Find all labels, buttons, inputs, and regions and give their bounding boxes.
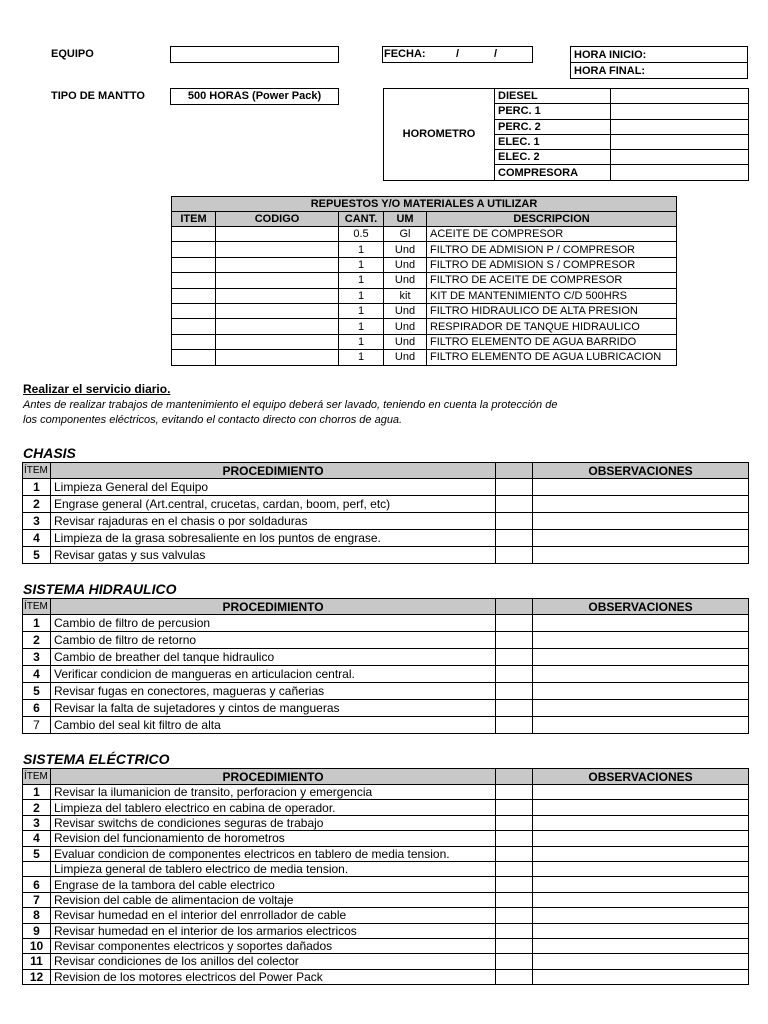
um-cell: Und (384, 242, 427, 257)
observation-cell[interactable] (533, 615, 749, 632)
col-check (496, 599, 533, 615)
procedure-text: Revisar humedad en el interior del enrrollador de cable (51, 908, 496, 923)
table-row (172, 319, 677, 334)
observation-cell[interactable] (533, 938, 749, 953)
observation-cell[interactable] (533, 815, 749, 830)
procedure-text: Engrase general (Art.central, crucetas, cardan, boom, perf, etc) (51, 496, 496, 513)
fecha-separator: / (456, 48, 460, 60)
table-row (23, 513, 749, 530)
col-codigo: CODIGO (216, 212, 339, 227)
item-number: 12 (23, 969, 51, 984)
col-observaciones: OBSERVACIONES (533, 599, 749, 615)
procedure-text: Limpieza general de tablero electrico de media tension. (51, 861, 496, 876)
observation-cell[interactable] (533, 683, 749, 700)
item-cell[interactable] (172, 319, 216, 334)
item-cell[interactable] (172, 288, 216, 303)
observation-cell[interactable] (533, 877, 749, 892)
table-row (23, 908, 749, 923)
observation-cell[interactable] (533, 547, 749, 564)
observation-cell[interactable] (533, 632, 749, 649)
item-cell[interactable] (172, 334, 216, 349)
intro-title: Realizar el servicio diario. (23, 382, 171, 396)
hora-inicio-field[interactable] (571, 47, 748, 63)
item-number: 1 (23, 479, 51, 496)
check-cell[interactable] (496, 923, 533, 938)
codigo-cell[interactable] (216, 350, 339, 365)
col-cant: CANT. (339, 212, 384, 227)
item-number: 3 (23, 815, 51, 830)
codigo-cell[interactable] (216, 242, 339, 257)
col-procedimiento: PROCEDIMIENTO (51, 769, 496, 785)
um-cell: Und (384, 303, 427, 318)
cant-cell: 1 (339, 319, 384, 334)
section-title-chasis: CHASIS (23, 445, 76, 461)
item-number (23, 861, 51, 876)
col-procedimiento: PROCEDIMIENTO (51, 463, 496, 479)
descripcion-cell: FILTRO DE ACEITE DE COMPRESOR (427, 273, 677, 288)
codigo-cell[interactable] (216, 303, 339, 318)
check-cell[interactable] (496, 785, 533, 800)
table-row (172, 303, 677, 318)
procedure-text: Revisar humedad en el interior de los armarios electricos (51, 923, 496, 938)
observation-cell[interactable] (533, 969, 749, 984)
check-cell[interactable] (496, 513, 533, 530)
observation-cell[interactable] (533, 831, 749, 846)
horometro-value[interactable] (611, 89, 749, 104)
table-row (172, 242, 677, 257)
item-number: 2 (23, 632, 51, 649)
table-row (23, 785, 749, 800)
descripcion-cell: KIT DE MANTENIMIENTO C/D 500HRS (427, 288, 677, 303)
observation-cell[interactable] (533, 923, 749, 938)
item-number: 8 (23, 908, 51, 923)
cant-cell: 1 (339, 288, 384, 303)
procedure-text: Revisar la falta de sujetadores y cintos de mangueras (51, 700, 496, 717)
um-cell: Gl (384, 227, 427, 242)
hora-final-field[interactable] (571, 63, 748, 79)
horometro-label: HOROMETRO (384, 89, 495, 181)
procedure-text: Revision de los motores electricos del Power Pack (51, 969, 496, 984)
um-cell: Und (384, 334, 427, 349)
item-number: 7 (23, 717, 51, 734)
fecha-field[interactable] (382, 46, 533, 63)
observation-cell[interactable] (533, 666, 749, 683)
table-row (23, 877, 749, 892)
item-number: 4 (23, 530, 51, 547)
procedure-text: Verificar condicion de mangueras en articulacion central. (51, 666, 496, 683)
descripcion-cell: ACEITE DE COMPRESOR (427, 227, 677, 242)
check-cell[interactable] (496, 632, 533, 649)
table-row (172, 334, 677, 349)
tipo-mantto-label: TIPO DE MANTTO (51, 90, 145, 102)
check-cell[interactable] (496, 615, 533, 632)
procedure-text: Engrase de la tambora del cable electrico (51, 877, 496, 892)
procedure-text: Cambio del seal kit filtro de alta (51, 717, 496, 734)
table-row (23, 969, 749, 984)
procedure-text: Limpieza General del Equipo (51, 479, 496, 496)
horometro-row-label: PERC. 1 (495, 104, 611, 119)
item-number: 6 (23, 700, 51, 717)
item-number: 3 (23, 649, 51, 666)
table-row (23, 938, 749, 953)
item-cell[interactable] (172, 350, 216, 365)
procedure-text: Limpieza de la grasa sobresaliente en los puntos de engrase. (51, 530, 496, 547)
table-row (23, 700, 749, 717)
hora-final-label: HORA FINAL: (574, 64, 646, 77)
hora-inicio-label: HORA INICIO: (574, 48, 647, 61)
item-number: 7 (23, 892, 51, 907)
check-cell[interactable] (496, 530, 533, 547)
cant-cell: 1 (339, 242, 384, 257)
horometro-value[interactable] (611, 119, 749, 134)
col-item: ÍTEM (23, 463, 51, 479)
check-cell[interactable] (496, 861, 533, 876)
check-cell[interactable] (496, 892, 533, 907)
observation-cell[interactable] (533, 513, 749, 530)
um-cell: Und (384, 350, 427, 365)
procedure-text: Revisar condiciones de los anillos del colector (51, 954, 496, 969)
observation-cell[interactable] (533, 785, 749, 800)
hidraulico-table (22, 598, 749, 734)
check-cell[interactable] (496, 800, 533, 815)
horometro-row-label: PERC. 2 (495, 119, 611, 134)
table-row (23, 831, 749, 846)
col-procedimiento: PROCEDIMIENTO (51, 599, 496, 615)
um-cell: Und (384, 319, 427, 334)
col-item: ÍTEM (23, 599, 51, 615)
check-cell[interactable] (496, 877, 533, 892)
item-number: 11 (23, 954, 51, 969)
codigo-cell[interactable] (216, 334, 339, 349)
observation-cell[interactable] (533, 954, 749, 969)
table-row (23, 666, 749, 683)
horometro-table (383, 88, 749, 181)
parts-title: REPUESTOS Y/O MATERIALES A UTILIZAR (172, 197, 677, 212)
codigo-cell[interactable] (216, 319, 339, 334)
intro-line: Antes de realizar trabajos de mantenimiento el equipo deberá ser lavado, teniendo en cuenta la protección de (23, 399, 558, 411)
table-row (23, 615, 749, 632)
item-number: 3 (23, 513, 51, 530)
descripcion-cell: FILTRO DE ADMISION S / COMPRESOR (427, 257, 677, 272)
procedure-text: Revisar switchs de condiciones seguras de trabajo (51, 815, 496, 830)
table-row (172, 288, 677, 303)
item-number: 10 (23, 938, 51, 953)
fecha-separator: / (494, 48, 498, 60)
parts-table (171, 196, 677, 366)
check-cell[interactable] (496, 908, 533, 923)
col-check (496, 769, 533, 785)
observation-cell[interactable] (533, 908, 749, 923)
tipo-mantto-value: 500 HORAS (Power Pack) (170, 88, 339, 105)
table-row (23, 861, 749, 876)
um-cell: kit (384, 288, 427, 303)
item-number: 5 (23, 683, 51, 700)
descripcion-cell: FILTRO HIDRAULICO DE ALTA PRESION (427, 303, 677, 318)
table-row (172, 257, 677, 272)
procedure-text: Limpieza del tablero electrico en cabina de operador. (51, 800, 496, 815)
observation-cell[interactable] (533, 892, 749, 907)
col-um: UM (384, 212, 427, 227)
procedure-text: Cambio de filtro de percusion (51, 615, 496, 632)
table-row (23, 547, 749, 564)
table-row (23, 815, 749, 830)
col-observaciones: OBSERVACIONES (533, 463, 749, 479)
check-cell[interactable] (496, 700, 533, 717)
check-cell[interactable] (496, 815, 533, 830)
fecha-label: FECHA: (384, 48, 426, 60)
item-number: 5 (23, 547, 51, 564)
procedure-text: Revision del cable de alimentacion de voltaje (51, 892, 496, 907)
horometro-row-label: ELEC. 1 (495, 134, 611, 149)
cant-cell: 0.5 (339, 227, 384, 242)
observation-cell[interactable] (533, 530, 749, 547)
item-cell[interactable] (172, 227, 216, 242)
procedure-text: Evaluar condicion de componentes electricos en tablero de media tension. (51, 846, 496, 861)
table-row (23, 632, 749, 649)
descripcion-cell: RESPIRADOR DE TANQUE HIDRAULICO (427, 319, 677, 334)
horometro-value[interactable] (611, 104, 749, 119)
table-row (23, 846, 749, 861)
cant-cell: 1 (339, 303, 384, 318)
descripcion-cell: FILTRO ELEMENTO DE AGUA BARRIDO (427, 334, 677, 349)
item-cell[interactable] (172, 242, 216, 257)
observation-cell[interactable] (533, 846, 749, 861)
table-row (23, 479, 749, 496)
check-cell[interactable] (496, 846, 533, 861)
horometro-value[interactable] (611, 165, 749, 180)
table-row (23, 892, 749, 907)
check-cell[interactable] (496, 547, 533, 564)
horometro-row-label: COMPRESORA (495, 165, 611, 180)
codigo-cell[interactable] (216, 273, 339, 288)
item-number: 2 (23, 496, 51, 513)
item-number: 4 (23, 666, 51, 683)
table-row (23, 530, 749, 547)
check-cell[interactable] (496, 649, 533, 666)
procedure-text: Revision del funcionamiento de horometros (51, 831, 496, 846)
cant-cell: 1 (339, 257, 384, 272)
check-cell[interactable] (496, 831, 533, 846)
check-cell[interactable] (496, 717, 533, 734)
equipo-field[interactable] (170, 46, 339, 63)
check-cell[interactable] (496, 666, 533, 683)
codigo-cell[interactable] (216, 288, 339, 303)
item-cell[interactable] (172, 303, 216, 318)
table-row (172, 227, 677, 242)
horometro-row-label: ELEC. 2 (495, 150, 611, 165)
hora-table (570, 46, 748, 79)
descripcion-cell: FILTRO DE ADMISION P / COMPRESOR (427, 242, 677, 257)
table-row (172, 350, 677, 365)
col-descripcion: DESCRIPCION (427, 212, 677, 227)
um-cell: Und (384, 273, 427, 288)
item-number: 1 (23, 785, 51, 800)
procedure-text: Revisar la ilumanicion de transito, perforacion y emergencia (51, 785, 496, 800)
check-cell[interactable] (496, 479, 533, 496)
procedure-text: Revisar gatas y sus valvulas (51, 547, 496, 564)
codigo-cell[interactable] (216, 227, 339, 242)
col-check (496, 463, 533, 479)
table-row (23, 649, 749, 666)
observation-cell[interactable] (533, 479, 749, 496)
item-number: 1 (23, 615, 51, 632)
codigo-cell[interactable] (216, 257, 339, 272)
table-row (23, 717, 749, 734)
electrico-table (22, 768, 749, 985)
observation-cell[interactable] (533, 496, 749, 513)
procedure-text: Cambio de filtro de retorno (51, 632, 496, 649)
col-item: ITEM (172, 212, 216, 227)
table-row (23, 683, 749, 700)
um-cell: Und (384, 257, 427, 272)
observation-cell[interactable] (533, 861, 749, 876)
descripcion-cell: FILTRO ELEMENTO DE AGUA LUBRICACION (427, 350, 677, 365)
item-cell[interactable] (172, 273, 216, 288)
item-number: 9 (23, 923, 51, 938)
item-number: 5 (23, 846, 51, 861)
cant-cell: 1 (339, 273, 384, 288)
cant-cell: 1 (339, 350, 384, 365)
intro-line: los componentes eléctricos, evitando el contacto directo con chorros de agua. (23, 414, 403, 426)
observation-cell[interactable] (533, 700, 749, 717)
horometro-value[interactable] (611, 134, 749, 149)
observation-cell[interactable] (533, 717, 749, 734)
table-row (23, 923, 749, 938)
table-row (23, 496, 749, 513)
check-cell[interactable] (496, 954, 533, 969)
section-title-hidraulico: SISTEMA HIDRAULICO (23, 581, 177, 597)
check-cell[interactable] (496, 969, 533, 984)
chasis-table (22, 462, 749, 564)
item-number: 2 (23, 800, 51, 815)
check-cell[interactable] (496, 938, 533, 953)
horometro-row-label: DIESEL (495, 89, 611, 104)
horometro-value[interactable] (611, 150, 749, 165)
item-number: 6 (23, 877, 51, 892)
table-row (23, 800, 749, 815)
check-cell[interactable] (496, 683, 533, 700)
item-number: 4 (23, 831, 51, 846)
observation-cell[interactable] (533, 649, 749, 666)
item-cell[interactable] (172, 257, 216, 272)
col-observaciones: OBSERVACIONES (533, 769, 749, 785)
cant-cell: 1 (339, 334, 384, 349)
section-title-electrico: SISTEMA ELÉCTRICO (23, 751, 170, 767)
procedure-text: Cambio de breather del tanque hidraulico (51, 649, 496, 666)
equipo-label: EQUIPO (51, 48, 94, 60)
procedure-text: Revisar componentes electricos y soportes dañados (51, 938, 496, 953)
observation-cell[interactable] (533, 800, 749, 815)
procedure-text: Revisar rajaduras en el chasis o por soldaduras (51, 513, 496, 530)
table-row (23, 954, 749, 969)
col-item: ÍTEM (23, 769, 51, 785)
procedure-text: Revisar fugas en conectores, magueras y cañerias (51, 683, 496, 700)
check-cell[interactable] (496, 496, 533, 513)
table-row (172, 273, 677, 288)
